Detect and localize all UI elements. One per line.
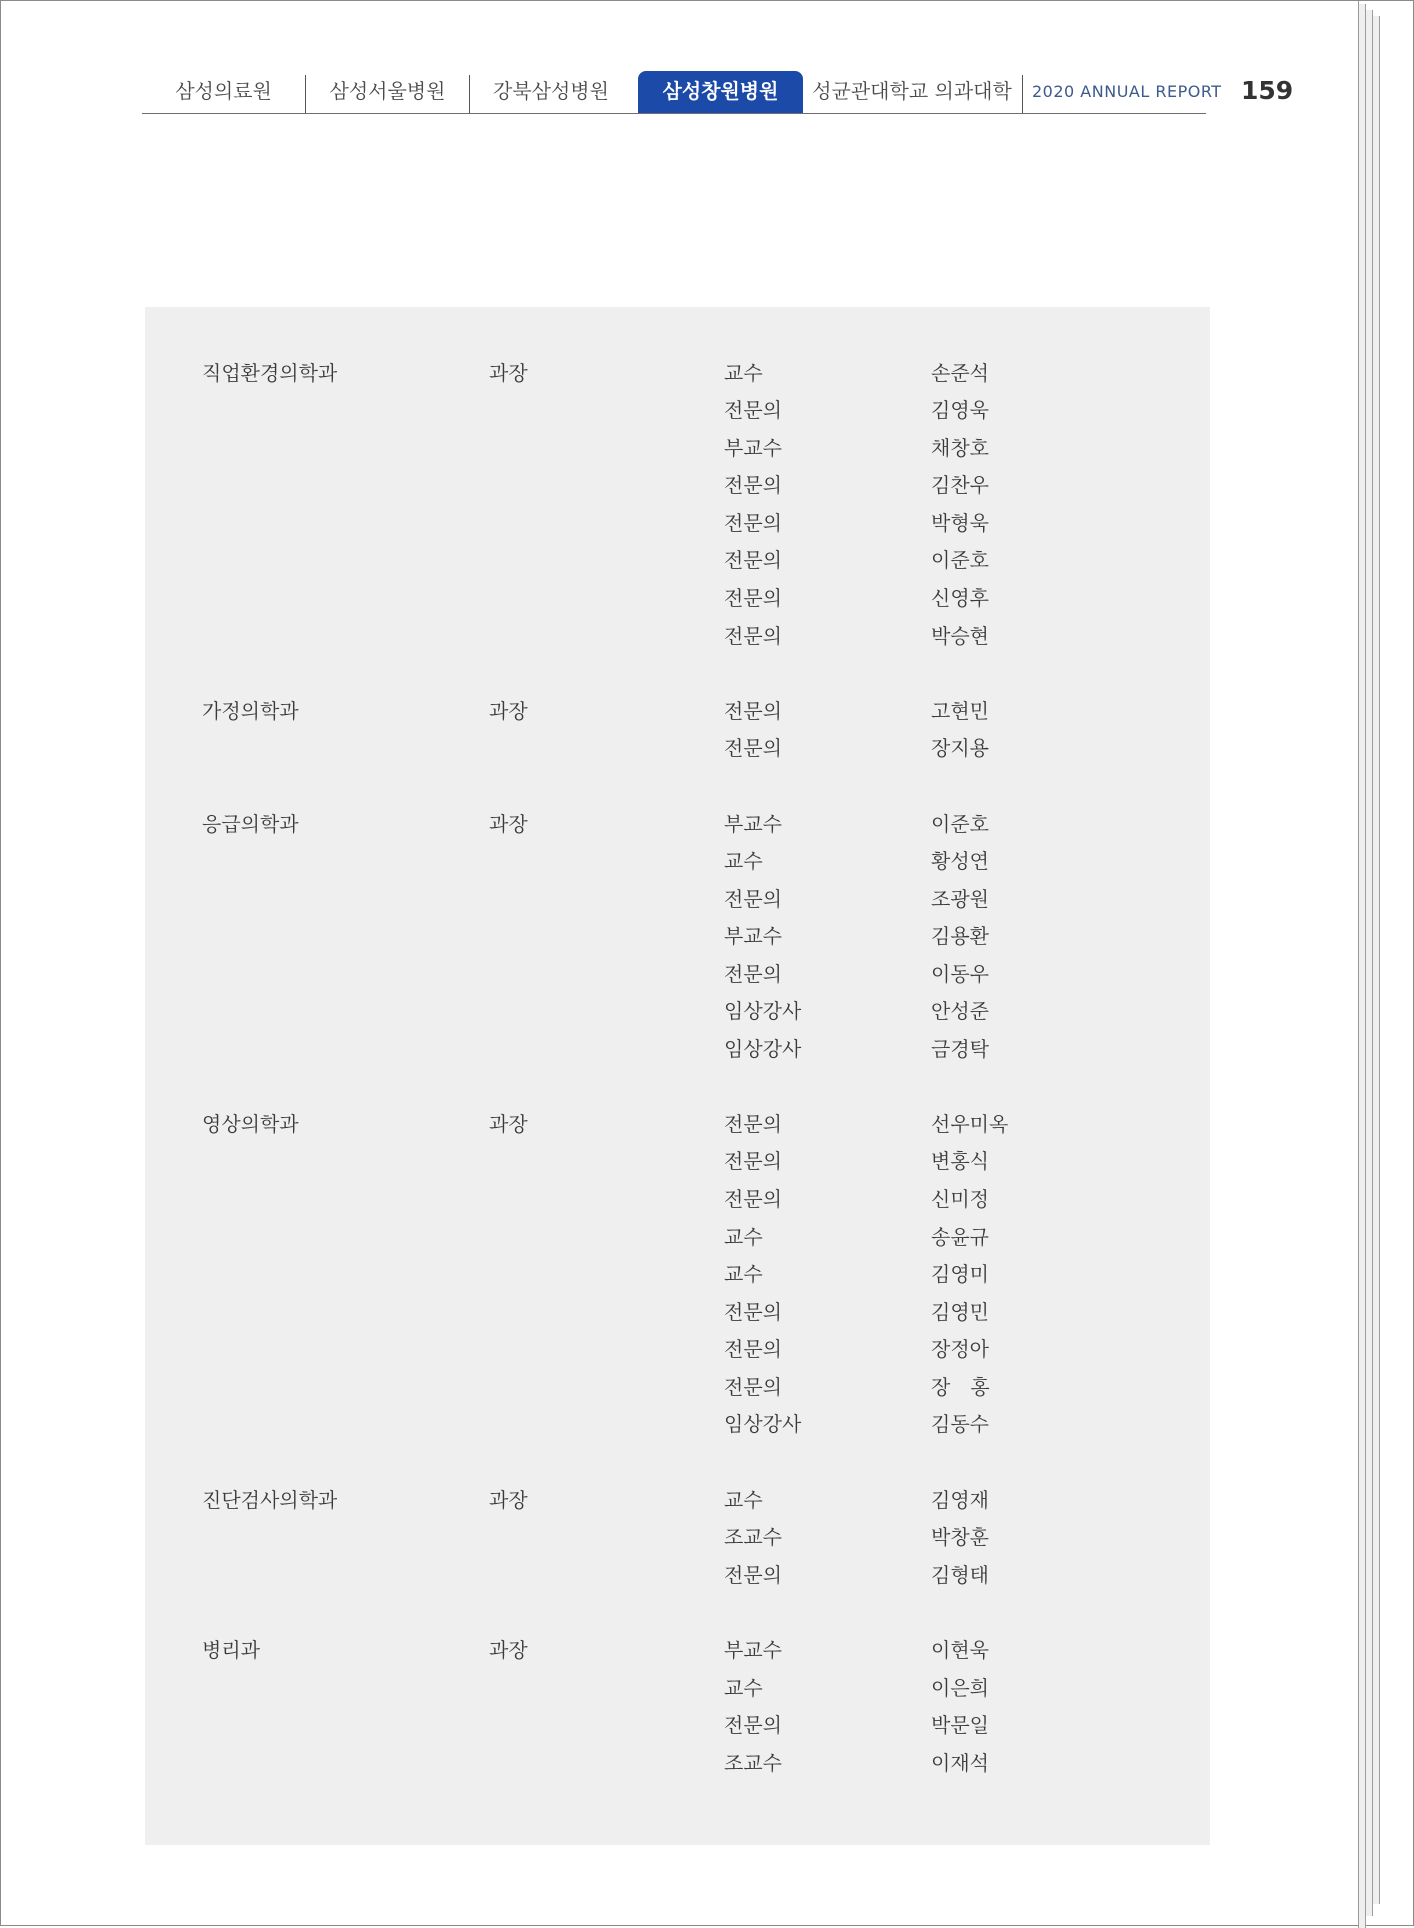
staff-title: 전문의 [724,624,782,648]
department-head-label: 과장 [489,1112,528,1136]
staff-name: 김동수 [931,1412,989,1436]
staff-name: 장 홍 [931,1375,990,1399]
staff-name: 김찬우 [931,473,989,497]
department-head-label: 과장 [489,699,528,723]
department-name: 직업환경의학과 [202,361,338,385]
staff-title: 부교수 [724,812,782,836]
staff-title: 교수 [724,361,763,385]
staff-name: 이현욱 [931,1638,989,1662]
staff-name: 김용환 [931,924,989,948]
staff-title: 전문의 [724,1337,782,1361]
department-name: 가정의학과 [202,699,299,723]
staff-title: 임상강사 [724,1412,802,1436]
staff-title: 전문의 [724,736,782,760]
staff-title: 전문의 [724,1149,782,1173]
staff-title: 전문의 [724,1375,782,1399]
staff-name: 김영욱 [931,398,989,422]
staff-title: 전문의 [724,548,782,572]
staff-name: 이동우 [931,962,989,986]
staff-title: 전문의 [724,398,782,422]
tab-separator [1022,75,1023,113]
department-head-label: 과장 [489,361,528,385]
staff-name: 박승현 [931,624,989,648]
staff-name: 박창훈 [931,1525,989,1549]
staff-name: 손준석 [931,361,989,385]
department-name: 응급의학과 [202,812,299,836]
tab-skku-medical-school[interactable]: 성균관대학교 의과대학 [812,79,1012,103]
staff-name: 변홍식 [931,1149,989,1173]
department-name: 영상의학과 [202,1112,299,1136]
staff-title: 부교수 [724,1638,782,1662]
staff-title: 전문의 [724,699,782,723]
staff-title: 교수 [724,1225,763,1249]
staff-name: 신미정 [931,1187,989,1211]
staff-name: 장정아 [931,1337,989,1361]
staff-title: 전문의 [724,1187,782,1211]
department-head-label: 과장 [489,812,528,836]
staff-title: 교수 [724,849,763,873]
staff-title: 전문의 [724,1112,782,1136]
staff-title: 교수 [724,1676,763,1700]
tab-samsung-seoul-hospital[interactable]: 삼성서울병원 [329,79,446,103]
tab-samsung-changwon-hospital[interactable]: 삼성창원병원 [638,71,803,113]
page-stack-edge [1358,4,1366,1928]
staff-name: 선우미옥 [931,1112,1009,1136]
staff-name: 이은희 [931,1676,989,1700]
staff-name: 이재석 [931,1751,989,1775]
staff-title: 임상강사 [724,1037,802,1061]
staff-title: 전문의 [724,586,782,610]
staff-title: 조교수 [724,1751,782,1775]
staff-title: 임상강사 [724,999,802,1023]
staff-title: 전문의 [724,962,782,986]
staff-title: 전문의 [724,887,782,911]
department-head-label: 과장 [489,1488,528,1512]
staff-title: 교수 [724,1488,763,1512]
staff-title: 전문의 [724,511,782,535]
staff-title: 전문의 [724,1713,782,1737]
tab-kangbuk-samsung-hospital[interactable]: 강북삼성병원 [493,79,609,103]
staff-name: 장지용 [931,736,989,760]
staff-name: 금경탁 [931,1037,989,1061]
staff-title: 부교수 [724,924,782,948]
page-number: 159 [1241,76,1294,105]
report-title: 2020 ANNUAL REPORT [1032,82,1222,101]
staff-name: 안성준 [931,999,989,1023]
department-name: 병리과 [202,1638,260,1662]
staff-name: 박형욱 [931,511,989,535]
staff-title: 부교수 [724,436,782,460]
department-name: 진단검사의학과 [202,1488,338,1512]
staff-name: 송윤규 [931,1225,989,1249]
department-head-label: 과장 [489,1638,528,1662]
staff-title: 교수 [724,1262,763,1286]
staff-title: 전문의 [724,473,782,497]
staff-name: 신영후 [931,586,989,610]
header-underline [142,113,1206,114]
staff-name: 채창호 [931,436,989,460]
page-stack-edge [1365,10,1373,1916]
tab-samsung-medical-center[interactable]: 삼성의료원 [175,79,272,103]
staff-name: 김영미 [931,1262,989,1286]
staff-name: 김영민 [931,1300,989,1324]
staff-name: 김형태 [931,1563,989,1587]
staff-title: 전문의 [724,1563,782,1587]
staff-name: 김영재 [931,1488,989,1512]
staff-title: 전문의 [724,1300,782,1324]
page-stack-edge [1372,16,1380,1904]
staff-name: 고현민 [931,699,989,723]
staff-title: 조교수 [724,1525,782,1549]
staff-name: 조광원 [931,887,989,911]
staff-name: 이준호 [931,548,989,572]
staff-list-panel [145,307,1210,1845]
staff-name: 박문일 [931,1713,989,1737]
staff-name: 이준호 [931,812,989,836]
staff-name: 황성연 [931,849,989,873]
